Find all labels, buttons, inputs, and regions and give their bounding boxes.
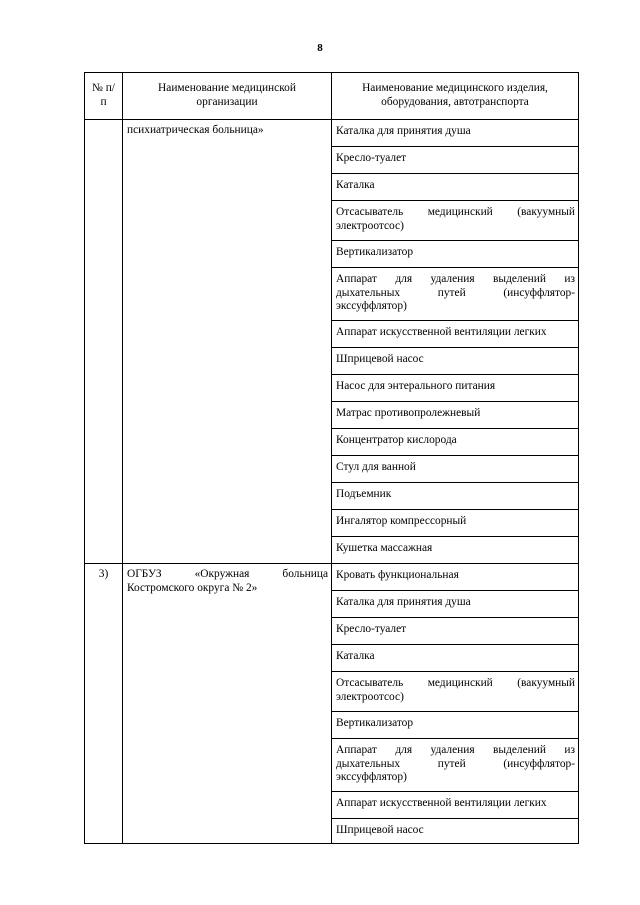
equipment-item: Ингалятор компрессорный xyxy=(332,510,579,537)
table-body xyxy=(85,120,579,844)
equipment-item: Кресло-туалет xyxy=(332,147,579,174)
equipment-item: Шприцевой насос xyxy=(332,348,579,375)
equipment-item: Стул для ванной xyxy=(332,456,579,483)
equipment-item: Каталка для принятия душа xyxy=(332,591,579,618)
equipment-item: Аппарат для удаления выделений из дыхательных путей (инсуффлятор-экссуффлятор) xyxy=(332,739,579,792)
table-row xyxy=(85,120,579,147)
row-number xyxy=(85,120,123,564)
equipment-item: Каталка для принятия душа xyxy=(332,120,579,147)
header-num: № п/п xyxy=(85,73,123,120)
table-header-row xyxy=(85,73,579,120)
equipment-item: Вертикализатор xyxy=(332,712,579,739)
equipment-item: Отсасыватель медицинский (вакуумный электроотсос) xyxy=(332,201,579,241)
page-number: 8 xyxy=(317,42,323,54)
organization-name: психиатрическая больница» xyxy=(123,120,332,564)
equipment-item: Кушетка массажная xyxy=(332,537,579,564)
equipment-item: Отсасыватель медицинский (вакуумный электроотсос) xyxy=(332,672,579,712)
equipment-item: Концентратор кислорода xyxy=(332,429,579,456)
equipment-item: Насос для энтерального питания xyxy=(332,375,579,402)
equipment-item: Каталка xyxy=(332,645,579,672)
equipment-item: Шприцевой насос xyxy=(332,819,579,844)
equipment-item: Подъемник xyxy=(332,483,579,510)
equipment-item: Аппарат для удаления выделений из дыхательных путей (инсуффлятор-экссуффлятор) xyxy=(332,268,579,321)
equipment-item: Вертикализатор xyxy=(332,241,579,268)
equipment-item: Кровать функциональная xyxy=(332,564,579,591)
equipment-item: Аппарат искусственной вентиляции легких xyxy=(332,792,579,819)
row-number: 3) xyxy=(85,564,123,844)
header-organization: Наименование медицинской организации xyxy=(123,73,332,120)
table-row xyxy=(85,564,579,591)
equipment-item: Каталка xyxy=(332,174,579,201)
equipment-item: Кресло-туалет xyxy=(332,618,579,645)
equipment-table xyxy=(84,72,579,844)
equipment-item: Матрас противопролежневый xyxy=(332,402,579,429)
organization-name: ОГБУЗ «Окружная больница Костромского округа № 2» xyxy=(123,564,332,844)
equipment-item: Аппарат искусственной вентиляции легких xyxy=(332,321,579,348)
header-item: Наименование медицинского изделия, оборудования, автотранспорта xyxy=(332,73,579,120)
